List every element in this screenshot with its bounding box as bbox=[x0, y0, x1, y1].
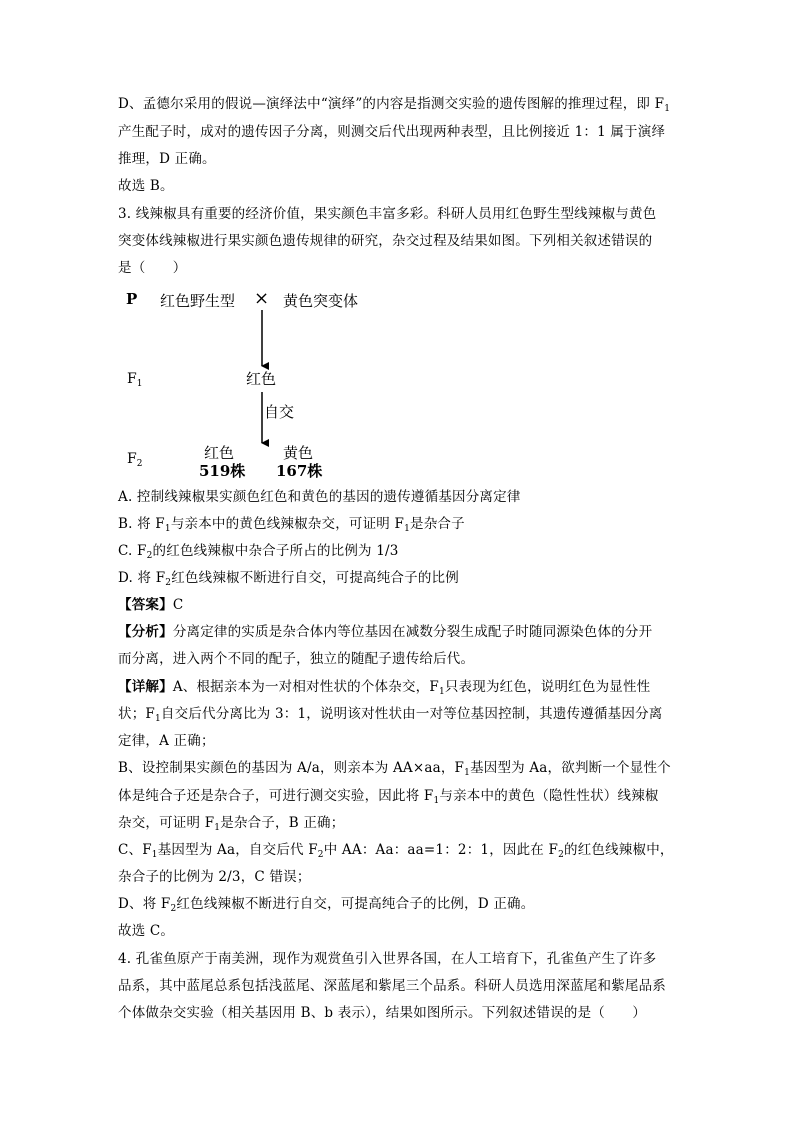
text: 自交后代分离比为 3：1，说明该对性状由一对等位基因控制，其遗传遵循基因分离 bbox=[160, 706, 663, 722]
f1-phenotype: 红色 bbox=[246, 370, 277, 388]
text: B、设控制果实颜色的基因为 A/a，则亲本为 AA×aa，F bbox=[118, 760, 465, 776]
text: 体是纯合子还是杂合子，可进行测交实验，因此将 F bbox=[118, 788, 434, 804]
text: 只表现为红色，说明红色为显性性 bbox=[444, 679, 651, 695]
analysis-tag: 【分析】 bbox=[118, 624, 173, 640]
text: D、孟德尔采用的假说—演绎法中“演绎”的内容是指测交实验的遗传图解的推理过程，即 F bbox=[118, 96, 665, 112]
text: 中 AA：Aa：aa=1：2：1，因此在 F bbox=[323, 842, 559, 858]
subscript: 1 bbox=[214, 823, 221, 833]
question-4-stem-line1: 4. 孔雀鱼原产于南美洲，现作为观赏鱼引入世界各国，在人工培育下，孔雀鱼产生了许多 bbox=[118, 951, 657, 967]
question-3-stem-line1: 3. 线辣椒具有重要的经济价值，果实颜色丰富多彩。科研人员用红色野生型线辣椒与黄色 bbox=[118, 206, 657, 222]
detail-a-line2 bbox=[118, 704, 662, 724]
subscript: 2 bbox=[317, 850, 324, 860]
subscript: 2 bbox=[558, 850, 564, 860]
label: F bbox=[127, 371, 137, 387]
f1-generation-label bbox=[127, 371, 142, 387]
text: 的红色线辣椒中杂合子所占的比例为 1/3 bbox=[152, 543, 399, 559]
text: D、将 F bbox=[118, 896, 171, 912]
detail-tag: 【详解】 bbox=[118, 679, 173, 695]
detail-b-line1 bbox=[118, 758, 671, 778]
f2-red-count: 519株 bbox=[199, 462, 246, 480]
text: 与亲本中的黄色（隐性性状）线辣椒 bbox=[439, 788, 659, 804]
question-3-stem-line2: 突变体线辣椒进行果实颜色遗传规律的研究，杂交过程及结果如图。下列相关叙述错误的 bbox=[118, 233, 653, 249]
text: 状；F bbox=[118, 706, 155, 722]
detail-b-line3 bbox=[118, 813, 344, 833]
p-generation-label: P bbox=[126, 290, 138, 308]
detail-a-line3: 定律，A 正确； bbox=[118, 733, 215, 749]
text: 红色线辣椒不断进行自交，可提高纯合子的比例，D 正确。 bbox=[176, 896, 535, 912]
p-left-parent: 红色野生型 bbox=[160, 292, 236, 310]
f2-yellow-phenotype: 黄色 bbox=[283, 444, 314, 462]
text: D. 将 F bbox=[118, 570, 166, 586]
subscript: 1 bbox=[136, 379, 143, 389]
selfing-label: 自交 bbox=[264, 403, 295, 421]
detail-a-line1 bbox=[118, 677, 650, 697]
subscript: 1 bbox=[438, 687, 445, 697]
question-4-stem-line2: 品系，其中蓝尾总系包括浅蓝尾、深蓝尾和紫尾三个品系。科研人员选用深蓝尾和紫尾品系 bbox=[118, 978, 666, 994]
subscript: 1 bbox=[433, 796, 440, 806]
cross-symbol: × bbox=[254, 288, 270, 309]
p-right-parent: 黄色突变体 bbox=[283, 292, 359, 310]
option-d-explanation-line1 bbox=[118, 94, 670, 114]
text: 是杂合子，B 正确； bbox=[220, 815, 345, 831]
subscript: 2 bbox=[165, 578, 172, 588]
subscript: 1 bbox=[154, 714, 161, 724]
subscript: 1 bbox=[664, 104, 671, 114]
option-c bbox=[118, 541, 399, 561]
detail-c-line1 bbox=[118, 840, 674, 860]
option-d-explanation-line2: 产生配子时，成对的遗传因子分离，则测交后代出现两种表型，且比例接近 1：1 属于演绎 bbox=[118, 124, 666, 140]
f2-generation-label bbox=[127, 451, 142, 467]
subscript: 2 bbox=[146, 551, 153, 561]
option-b bbox=[118, 514, 465, 534]
text: 基因型为 Aa，欲判断一个显性个 bbox=[470, 760, 671, 776]
analysis-line1 bbox=[118, 622, 652, 642]
text: 与亲本中的黄色线辣椒杂交，可证明 F bbox=[170, 516, 405, 532]
label: F bbox=[127, 451, 137, 467]
f2-yellow-count: 167株 bbox=[276, 462, 323, 480]
text: 杂交，可证明 F bbox=[118, 815, 215, 831]
option-a: A. 控制线辣椒果实颜色红色和黄色的基因的遗传遵循基因分离定律 bbox=[118, 489, 521, 505]
subscript: 1 bbox=[151, 850, 158, 860]
choose-c-line: 故选 C。 bbox=[118, 923, 175, 939]
subscript: 1 bbox=[404, 524, 411, 534]
subscript: 2 bbox=[170, 904, 177, 914]
question-4-stem-line3: 个体做杂交实验（相关基因用 B、b 表示），结果如图所示。下列叙述错误的是（ ） bbox=[118, 1005, 647, 1021]
answer-value: C bbox=[172, 597, 184, 613]
text: C. F bbox=[118, 543, 147, 559]
answer-line bbox=[118, 595, 183, 615]
choose-b-line: 故选 B。 bbox=[118, 178, 174, 194]
text: 基因型为 Aa，自交后代 F bbox=[157, 842, 318, 858]
detail-c-line2: 杂合子的比例为 2/3，C 错误； bbox=[118, 869, 311, 885]
subscript: 1 bbox=[164, 524, 171, 534]
analysis-line2: 而分离，进入两个不同的配子，独立的随配子遗传给后代。 bbox=[118, 651, 475, 667]
option-d bbox=[118, 568, 459, 588]
text: 是杂合子 bbox=[410, 516, 465, 532]
text: C、F bbox=[118, 842, 152, 858]
detail-b-line2 bbox=[118, 786, 659, 806]
subscript: 2 bbox=[136, 459, 143, 469]
text: B. 将 F bbox=[118, 516, 165, 532]
text: 分离定律的实质是杂合体内等位基因在减数分裂生成配子时随同源染色体的分开 bbox=[172, 624, 653, 640]
question-3-stem-line3: 是（ ） bbox=[118, 260, 187, 276]
text: 红色线辣椒不断进行自交，可提高纯合子的比例 bbox=[171, 570, 459, 586]
f2-red-phenotype: 红色 bbox=[204, 444, 235, 462]
detail-d-line1 bbox=[118, 894, 534, 914]
text: 的红色线辣椒中， bbox=[564, 842, 674, 858]
answer-tag: 【答案】 bbox=[118, 597, 173, 613]
option-d-explanation-line3: 推理，D 正确。 bbox=[118, 151, 216, 167]
subscript: 1 bbox=[464, 768, 471, 778]
text: A、根据亲本为一对相对性状的个体杂交，F bbox=[172, 679, 439, 695]
